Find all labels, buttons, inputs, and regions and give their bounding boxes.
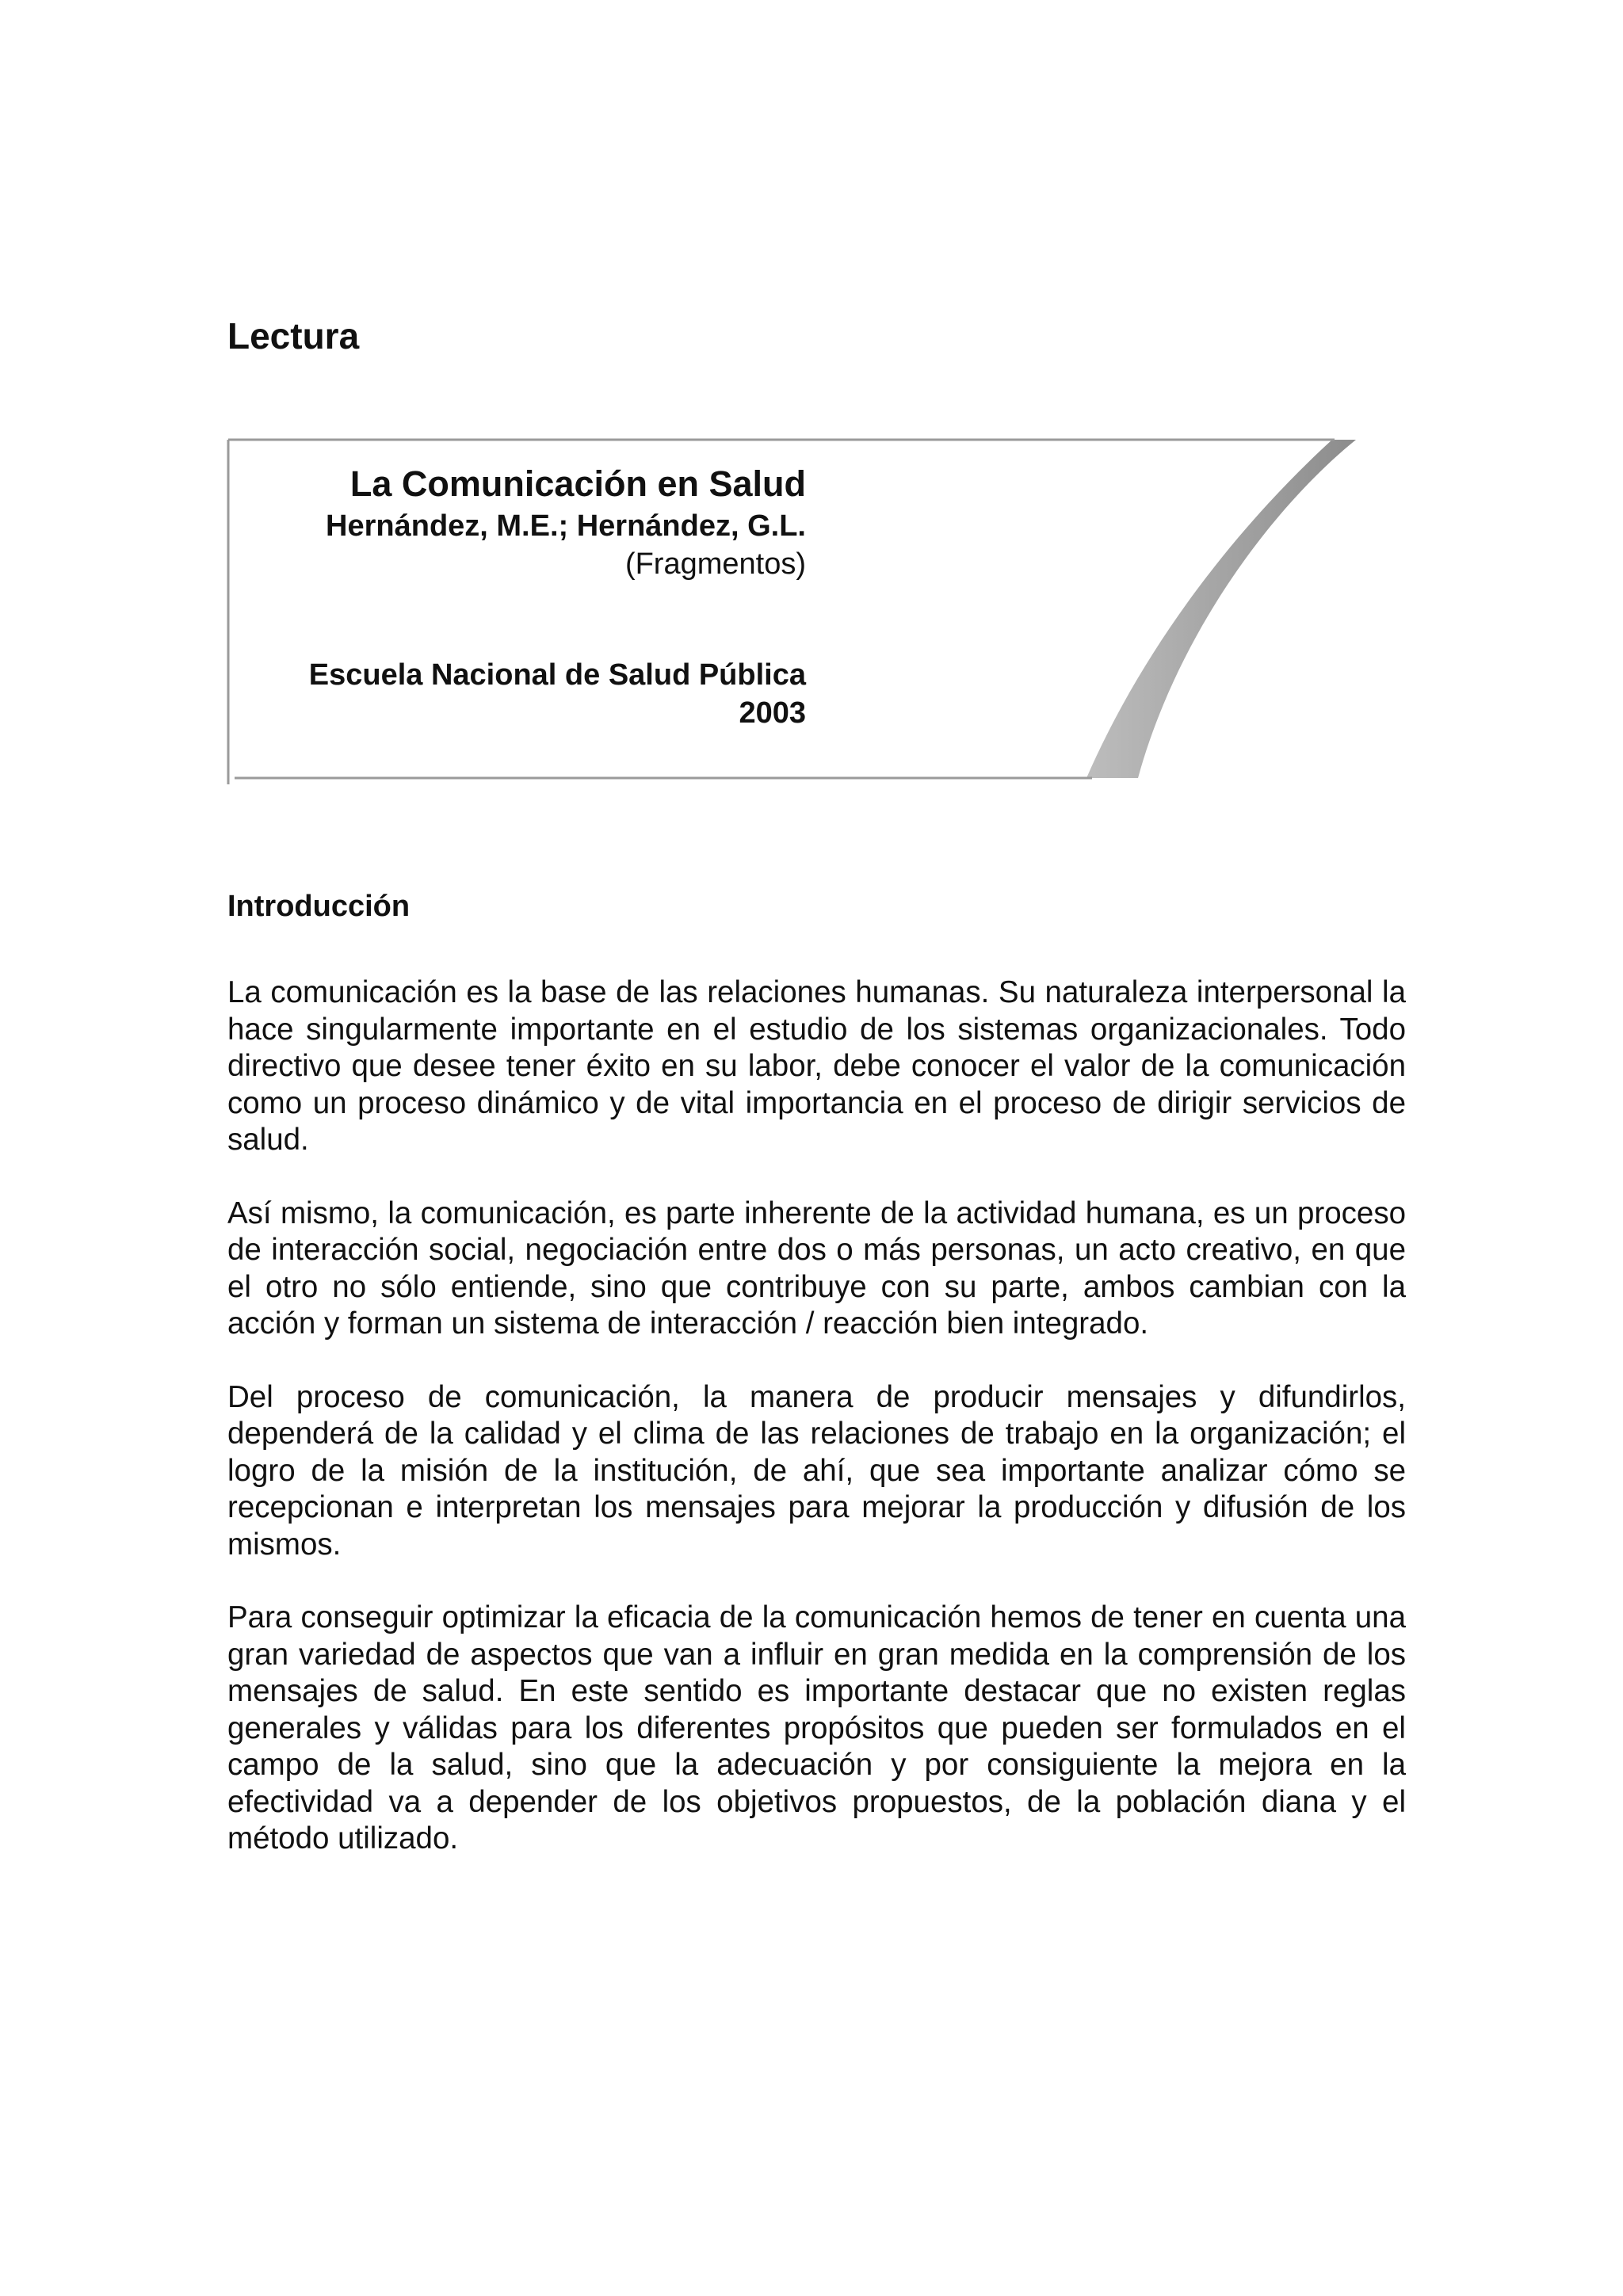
title-text-block [93,461,806,732]
title-box [227,436,1368,792]
title-box-shade [1086,440,1356,778]
introduction-body [227,974,1406,1894]
document-note: (Fragmentos) [624,547,806,581]
document-institution: Escuela Nacional de Salud Pública [308,658,806,692]
paragraph: Para conseguir optimizar la eficacia de la comunicación hemos de tener en cuenta una gran variedad de aspectos que van a influir en gran medida en la comprensión de los mensajes de salud. En este sentido es importante destacar que no existen reglas generales y válidas para los diferentes propósitos que pueden ser formulados en el campo de la salud, sino que la adecuación y por consiguiente la mejora en la efectividad va a depender de los objetivos propuestos, de la población diana y el método utilizado. [227,1600,1406,1855]
paragraph: Así mismo, la comunicación, es parte inherente de la actividad humana, es un proceso de interacción social, negociación entre dos o más personas, un acto creativo, en que el otro no sólo entiende, sino que contribuye con su parte, ambos cambian con la acción y forman un sistema de interacción / reacción bien integrado. [227,1196,1406,1341]
section-label: Lectura [227,315,360,357]
document-authors: Hernández, M.E.; Hernández, G.L. [326,509,806,543]
document-title: La Comunicación en Salud [349,463,806,504]
introduction-heading: Introducción [227,890,411,923]
paragraph: La comunicación es la base de las relaciones humanas. Su naturaleza interpersonal la hace singularmente importante en el estudio de los sistemas organizacionales. Todo directivo que desee tener éxito en su labor, debe conocer el valor de la comunicación como un proceso dinámico y de vital importancia en el proceso de dirigir servicios de salud. [227,975,1406,1157]
document-year: 2003 [739,696,806,730]
paragraph: Del proceso de comunicación, la manera de producir mensajes y difundirlos, dependerá de la calidad y el clima de las relaciones de trabajo en la organización; el logro de la misión de la institución, de ahí, que sea importante analizar cómo se recepcionan e interpretan los mensajes para mejorar la producción y difusión de los mismos. [227,1379,1406,1562]
